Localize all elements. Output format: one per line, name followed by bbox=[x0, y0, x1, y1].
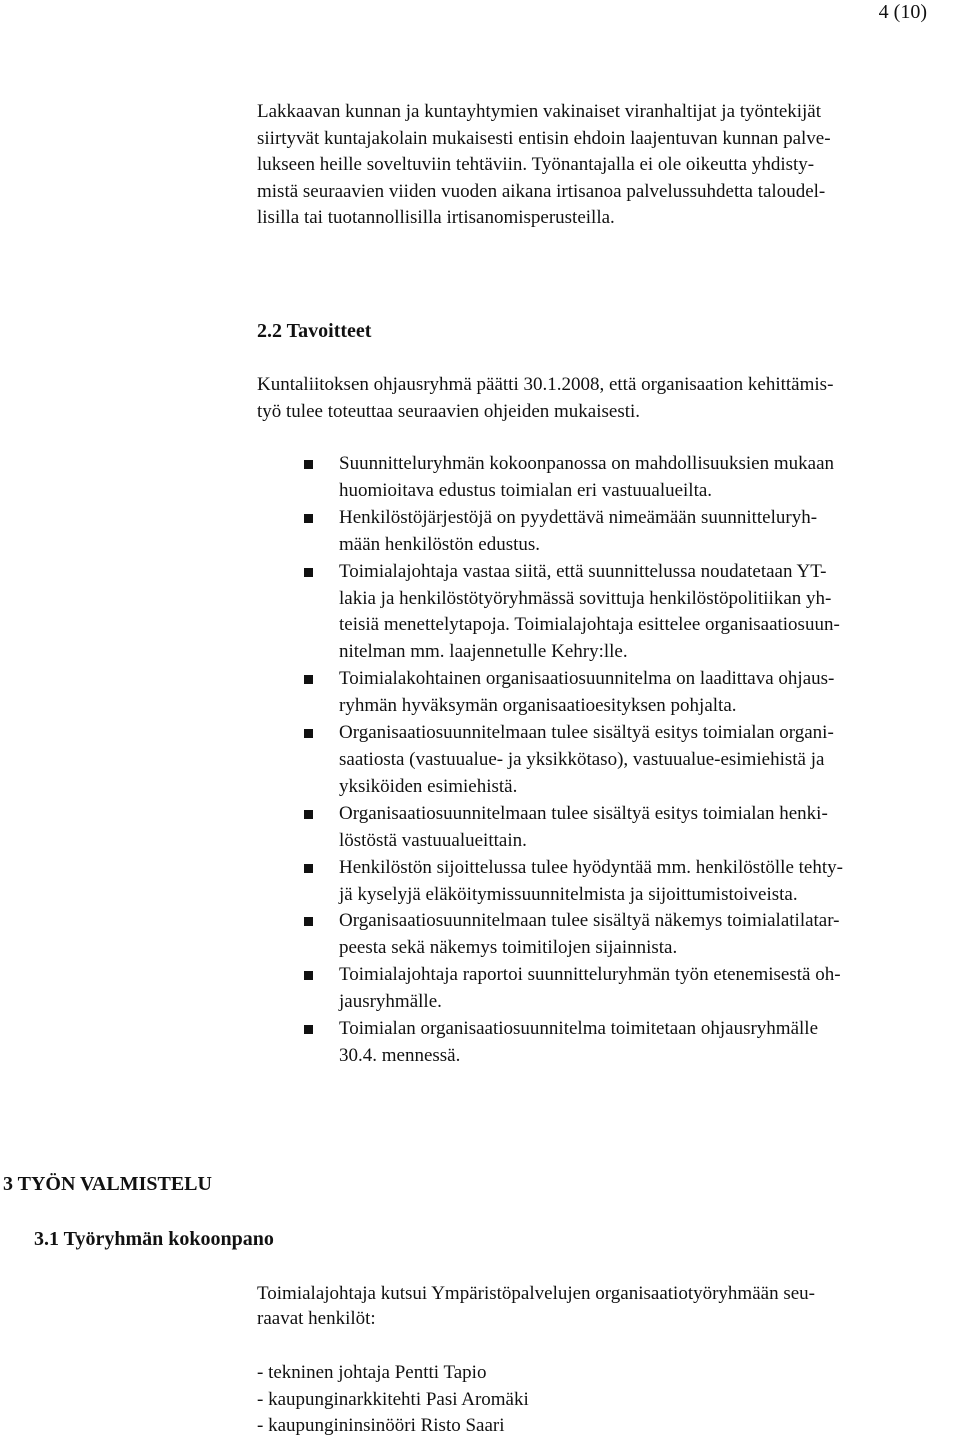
group-text-line: raavat henkilöt: bbox=[257, 1308, 376, 1329]
goals-bullet-item bbox=[298, 908, 958, 962]
goals-bullet-line: jausryhmälle. bbox=[339, 991, 442, 1013]
goals-bullet-line: Organisaatiosuunnitelmaan tulee sisältyä näkemys toimialatilatar- bbox=[339, 910, 840, 932]
square-bullet-icon bbox=[304, 917, 313, 926]
square-bullet-icon bbox=[304, 568, 313, 577]
goals-bullet-line: Toimialan organisaatiosuunnitelma toimitetaan ohjausryhmälle bbox=[339, 1018, 819, 1040]
goals-bullet-line: löstöstä vastuualueittain. bbox=[339, 829, 527, 851]
goals-bullet-line: 30.4. mennessä. bbox=[339, 1044, 461, 1066]
goals-bullet-item bbox=[298, 1016, 958, 1070]
goals-bullet-item bbox=[298, 801, 958, 855]
square-bullet-icon bbox=[304, 675, 313, 684]
goals-bullet-line: Toimialajohtaja vastaa siitä, että suunnittelussa noudatetaan YT- bbox=[339, 560, 827, 582]
goals-bullet-line: Organisaatiosuunnitelmaan tulee sisältyä esitys toimialan organi- bbox=[339, 722, 834, 744]
intro-line: mistä seuraavien viiden vuoden aikana irtisanoa palvelussuhdetta taloudel- bbox=[257, 180, 826, 202]
goals-bullet-item bbox=[298, 505, 958, 559]
goals-bullet-line: saatiosta (vastuualue- ja yksikkötaso), vastuualue-esimiehistä ja bbox=[339, 748, 825, 770]
member-item: - kaupunginarkkitehti Pasi Aromäki bbox=[257, 1388, 529, 1410]
goals-bullet-item bbox=[298, 666, 958, 720]
goals-bullet-line: nitelman mm. laajennetulle Kehry:lle. bbox=[339, 641, 628, 663]
group-text-line: Toimialajohtaja kutsui Ympäristöpalvelujen organisaatiotyöryhmään seu- bbox=[257, 1283, 815, 1304]
goals-bullet-item bbox=[298, 451, 958, 505]
goals-bullet-list bbox=[298, 451, 958, 1070]
goals-bullet-line: jä kyselyjä eläköitymissuunnitelmista ja sijoittumistoiveista. bbox=[339, 883, 798, 905]
goals-bullet-line: Toimialakohtainen organisaatiosuunnitelma on laadittava ohjaus- bbox=[339, 668, 835, 690]
goals-bullet-line: mään henkilöstön edustus. bbox=[339, 533, 541, 555]
goals-bullet-line: peesta sekä näkemys toimitilojen sijainnista. bbox=[339, 937, 678, 959]
goals-bullet-line: Henkilöstöjärjestöjä on pyydettävä nimeämään suunnitteluryh- bbox=[339, 506, 818, 528]
goals-bullet-line: ryhmän hyväksymän organisaatioesityksen pohjalta. bbox=[339, 695, 737, 717]
goals-text-line: työ tulee toteuttaa seuraavien ohjeiden mukaisesti. bbox=[257, 401, 641, 422]
goals-bullet-line: lakia ja henkilöstötyöryhmässä sovittuja henkilöstöpolitiikan yh- bbox=[339, 587, 832, 609]
square-bullet-icon bbox=[304, 810, 313, 819]
section-heading-preparation: 3 TYÖN VALMISTELU bbox=[3, 1173, 212, 1195]
intro-line: lisilla tai tuotannollisilla irtisanomisperusteilla. bbox=[257, 207, 615, 228]
intro-paragraph bbox=[257, 99, 929, 232]
goals-bullet-line: Organisaatiosuunnitelmaan tulee sisältyä esitys toimialan henki- bbox=[339, 802, 828, 824]
square-bullet-icon bbox=[304, 729, 313, 738]
square-bullet-icon bbox=[304, 1025, 313, 1034]
goals-bullet-item bbox=[298, 720, 958, 801]
square-bullet-icon bbox=[304, 971, 313, 980]
square-bullet-icon bbox=[304, 460, 313, 469]
member-item: - kaupungininsinööri Risto Saari bbox=[257, 1415, 505, 1436]
member-item: - tekninen johtaja Pentti Tapio bbox=[257, 1362, 487, 1383]
goals-text-line: Kuntaliitoksen ohjausryhmä päätti 30.1.2008, että organisaation kehittämis- bbox=[257, 374, 834, 395]
goals-paragraph bbox=[257, 371, 833, 425]
section-heading-goals: 2.2 Tavoitteet bbox=[257, 320, 372, 342]
member-list bbox=[257, 1360, 529, 1440]
intro-line: lukseen heille soveltuviin tehtäviin. Työnantajalla ei ole oikeutta yhdisty- bbox=[257, 154, 815, 175]
goals-bullet-item bbox=[298, 855, 958, 909]
intro-line: siirtyvät kuntajakolain mukaisesti entisin ehdoin laajentuvan kunnan palve- bbox=[257, 127, 831, 149]
section-heading-group: 3.1 Työryhmän kokoonpano bbox=[34, 1228, 274, 1250]
page-number: 4 (10) bbox=[878, 1, 927, 23]
goals-bullet-line: Toimialajohtaja raportoi suunnitteluryhmän työn etenemisestä oh- bbox=[339, 964, 841, 986]
goals-bullet-line: Henkilöstön sijoittelussa tulee hyödyntää mm. henkilöstölle tehty- bbox=[339, 856, 843, 878]
goals-bullet-item bbox=[298, 962, 958, 1016]
group-paragraph bbox=[257, 1281, 815, 1331]
goals-bullet-line: Suunnitteluryhmän kokoonpanossa on mahdollisuuksien mukaan bbox=[339, 453, 835, 474]
square-bullet-icon bbox=[304, 514, 313, 523]
square-bullet-icon bbox=[304, 864, 313, 873]
intro-line: Lakkaavan kunnan ja kuntayhtymien vakinaiset viranhaltijat ja työntekijät bbox=[257, 101, 822, 122]
goals-bullet-line: yksiköiden esimiehistä. bbox=[339, 775, 518, 797]
goals-bullet-line: teisiä menettelytapoja. Toimialajohtaja esittelee organisaatiosuun- bbox=[339, 614, 840, 636]
goals-bullet-line: huomioitava edustus toimialan eri vastuualueilta. bbox=[339, 479, 713, 501]
goals-bullet-item bbox=[298, 559, 958, 667]
